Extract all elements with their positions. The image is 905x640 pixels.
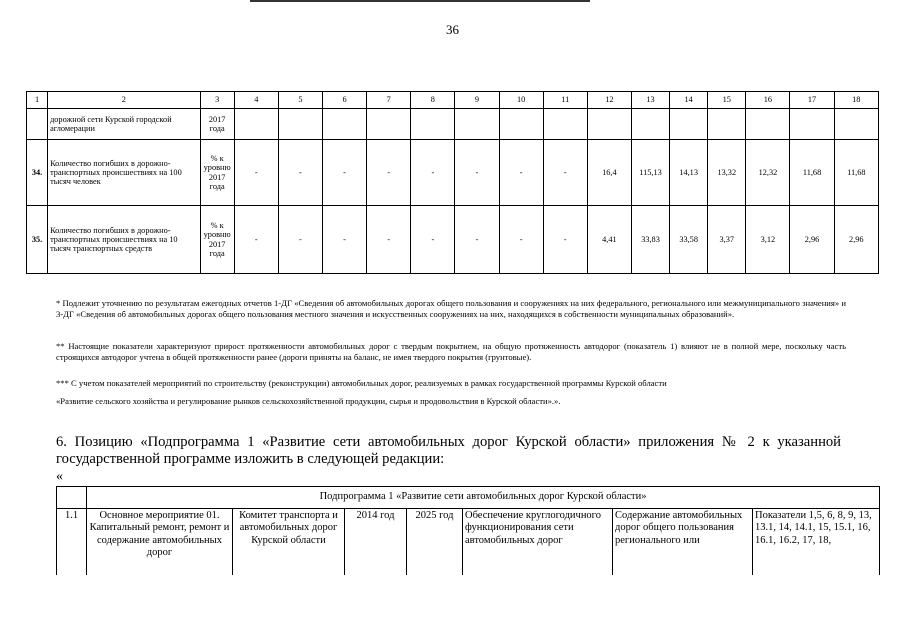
column-header: 6 — [322, 92, 366, 109]
value-cell: 115,13 — [631, 140, 669, 206]
value-cell: - — [234, 140, 278, 206]
value-cell: 2,96 — [790, 206, 834, 274]
value-cell: - — [278, 206, 322, 274]
value-cell — [587, 109, 631, 140]
value-cell: - — [455, 140, 499, 206]
value-cell — [411, 109, 455, 140]
subprogram-title: Подпрограмма 1 «Развитие сети автомобильных дорог Курской области» — [87, 487, 880, 509]
header-row — [27, 92, 879, 109]
value-cell — [278, 109, 322, 140]
table-row — [27, 140, 879, 206]
value-cell: 33,58 — [670, 206, 708, 274]
top-rule — [250, 0, 590, 2]
indicator-name: Количество погибших в дорожно-транспортных происшествиях на 10 тысяч транспортных средств — [48, 206, 201, 274]
value-cell: - — [322, 206, 366, 274]
column-header: 1 — [27, 92, 48, 109]
value-cell: - — [499, 140, 543, 206]
value-cell: 3,12 — [746, 206, 790, 274]
row-number: 35. — [27, 206, 48, 274]
value-cell: - — [322, 140, 366, 206]
column-header: 10 — [499, 92, 543, 109]
value-cell — [234, 109, 278, 140]
value-cell — [367, 109, 411, 140]
row-number: 1.1 — [57, 509, 87, 576]
value-cell: - — [367, 140, 411, 206]
value-cell: - — [278, 140, 322, 206]
value-cell: - — [411, 206, 455, 274]
value-cell — [322, 109, 366, 140]
value-cell: - — [499, 206, 543, 274]
indicator-name: дорожной сети Курской городской агломерации — [48, 109, 201, 140]
value-cell: 16,4 — [587, 140, 631, 206]
column-header: 15 — [708, 92, 746, 109]
column-header: 5 — [278, 92, 322, 109]
column-header: 14 — [670, 92, 708, 109]
value-cell: - — [543, 140, 587, 206]
value-cell: - — [543, 206, 587, 274]
value-cell: - — [367, 206, 411, 274]
value-cell — [790, 109, 834, 140]
page-number: 36 — [446, 22, 459, 37]
column-header: 16 — [746, 92, 790, 109]
value-cell: - — [234, 206, 278, 274]
indicator-name: Количество погибших в дорожно-транспортных происшествиях на 100 тысяч человек — [48, 140, 201, 206]
column-header: 12 — [587, 92, 631, 109]
value-cell — [746, 109, 790, 140]
indicators-table — [26, 91, 879, 274]
column-header: 17 — [790, 92, 834, 109]
column-header: 13 — [631, 92, 669, 109]
value-cell — [708, 109, 746, 140]
unit-cell: % к уровню 2017 года — [200, 206, 234, 274]
opening-quote: « — [56, 469, 63, 484]
row-number — [27, 109, 48, 140]
column-header: 4 — [234, 92, 278, 109]
footnote-2: ** Настоящие показатели характеризуют прирост протяженности автомобильных дорог с твердым покрытием, на общую протяженность автодорог (показатель 1) влияют не в полной мере, поскольку часть строящихся автодорог учтена в общей протяженности ранее (дороги приняты на баланс, не имея твердого покрытия (грунтовые). — [56, 341, 846, 363]
executor: Комитет транспорта и автомобильных дорог Курской области — [233, 509, 345, 576]
column-header: 7 — [367, 92, 411, 109]
row-number: 34. — [27, 140, 48, 206]
value-cell — [455, 109, 499, 140]
column-header: 8 — [411, 92, 455, 109]
value-cell — [670, 109, 708, 140]
table-row — [27, 206, 879, 274]
position-6-paragraph: 6. Позицию «Подпрограмма 1 «Развитие сети автомобильных дорог Курской области» приложения № 2 к указанной государственной программе изложить в следующей редакции: — [56, 434, 841, 467]
value-cell: 4,41 — [587, 206, 631, 274]
footnote-3-cont: «Развитие сельского хозяйства и регулирование рынков сельскохозяйственной продукции, сырья и продовольствия в Курской области».». — [56, 396, 561, 406]
table-row — [27, 109, 879, 140]
expected-result: Обеспечение круглогодичного функционирования сети автомобильных дорог — [463, 509, 613, 576]
column-header: 9 — [455, 92, 499, 109]
value-cell: 3,37 — [708, 206, 746, 274]
value-cell: - — [455, 206, 499, 274]
column-header: 2 — [48, 92, 201, 109]
subprogram-table — [56, 486, 880, 575]
unit-cell: % к уровню 2017 года — [200, 140, 234, 206]
value-cell — [631, 109, 669, 140]
value-cell — [834, 109, 878, 140]
end-year: 2025 год — [407, 509, 463, 576]
footnote-1: * Подлежит уточнению по результатам ежегодных отчетов 1-ДГ «Сведения об автомобильных дорогах общего пользования и сооружениях на них федерального, регионального или межмуниципального значения» и 3-ДГ «Сведения об автомобильных дорогах общего пользования местного значения и искусственных сооружениях на них, находящихся в собственности муниципальных образований». — [56, 298, 846, 320]
value-cell: - — [411, 140, 455, 206]
table-row — [57, 509, 880, 576]
unit-cell: 2017 года — [200, 109, 234, 140]
related-indicators: Показатели 1,5, 6, 8, 9, 13, 13.1, 14, 14.1, 15, 15.1, 16, 16.1, 16.2, 17, 18, — [753, 509, 880, 576]
value-cell: 12,32 — [746, 140, 790, 206]
start-year: 2014 год — [345, 509, 407, 576]
value-cell: 13,32 — [708, 140, 746, 206]
measure-content: Содержание автомобильных дорог общего пользования регионального или — [613, 509, 753, 576]
column-header: 18 — [834, 92, 878, 109]
column-header: 11 — [543, 92, 587, 109]
value-cell — [499, 109, 543, 140]
value-cell: 14,13 — [670, 140, 708, 206]
value-cell: 2,96 — [834, 206, 878, 274]
value-cell: 11,68 — [790, 140, 834, 206]
footnote-3: *** С учетом показателей мероприятий по строительству (реконструкции) автомобильных дорог, реализуемых в рамках государственной программы Курской области — [56, 378, 667, 388]
measure-name: Основное мероприятие 01. Капитальный ремонт, ремонт и содержание автомобильных дорог — [87, 509, 233, 576]
value-cell: 11,68 — [834, 140, 878, 206]
value-cell: 33,83 — [631, 206, 669, 274]
value-cell — [543, 109, 587, 140]
column-header: 3 — [200, 92, 234, 109]
